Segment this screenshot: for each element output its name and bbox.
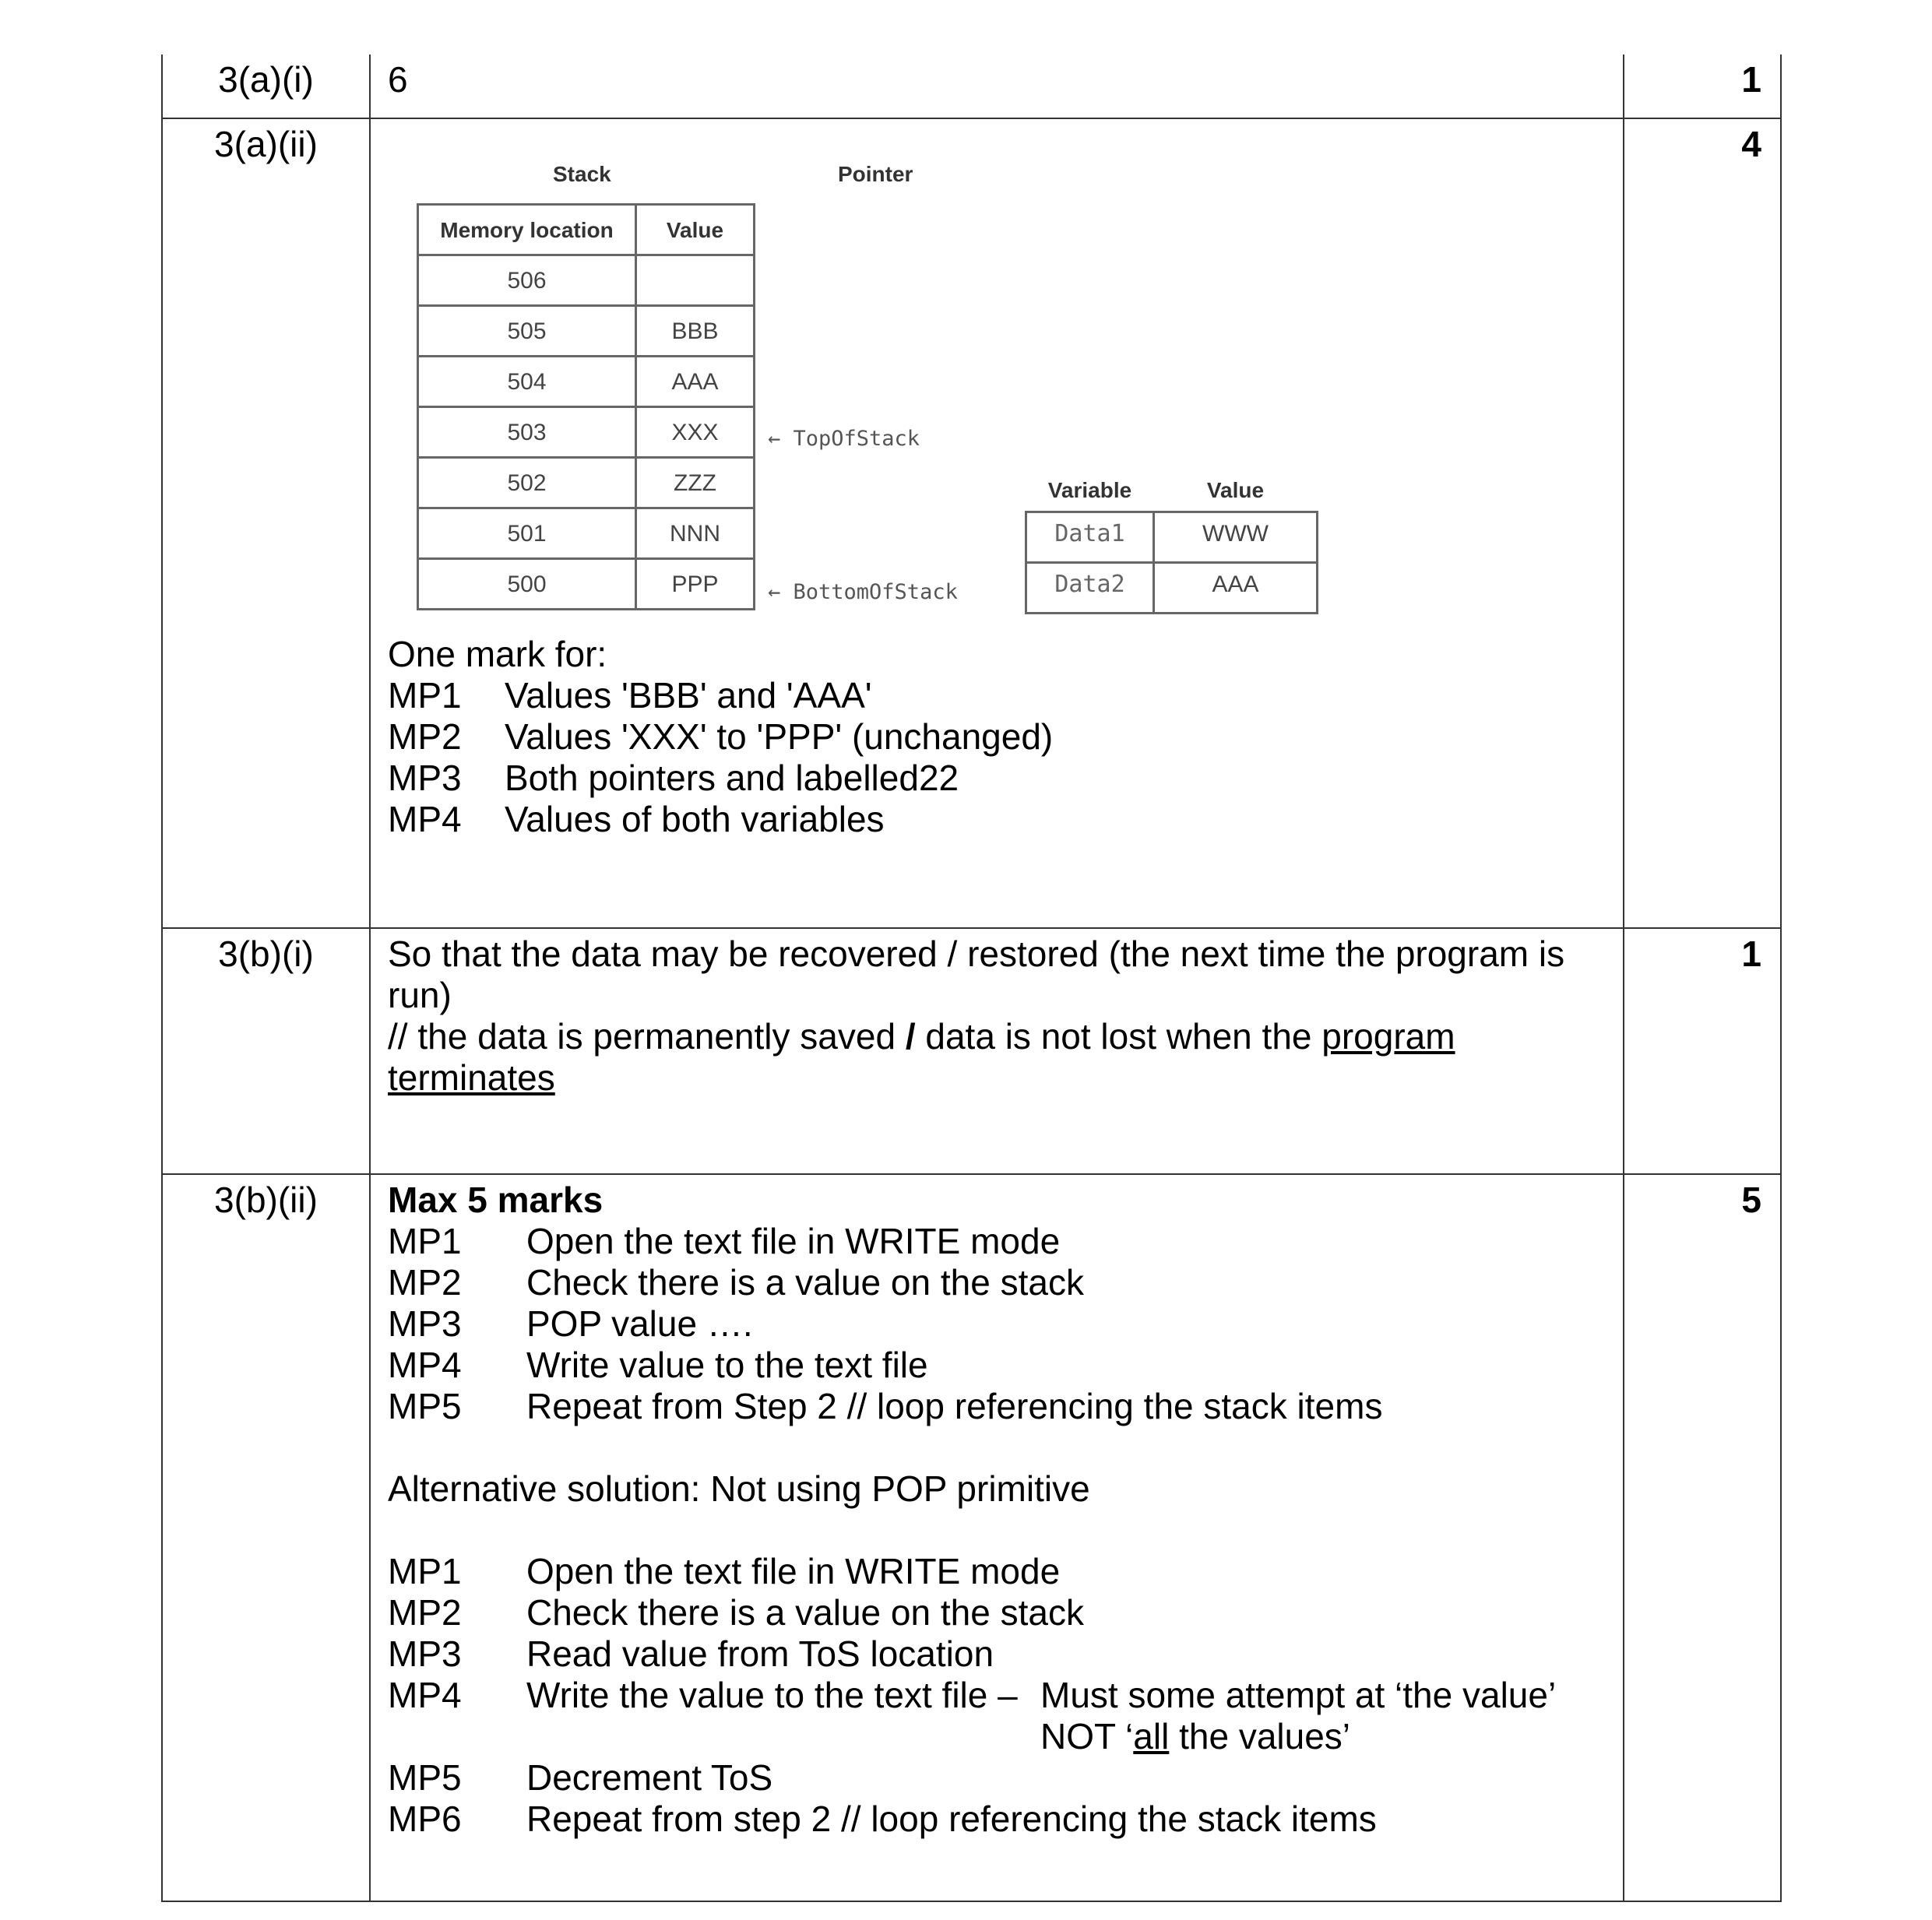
variable-header-value: Value [1206,478,1265,502]
mark-point-key: MP2 [388,1592,462,1633]
stack-row [418,255,755,306]
mark-point-key: MP5 [388,1757,462,1798]
mark-point-text: Open the text file in WRITE mode [526,1551,1061,1591]
mark-scheme-table [161,55,1782,1902]
answer-cell [370,55,1624,118]
mark-point-text: Values 'XXX' to 'PPP' (unchanged) [505,716,1054,757]
mark-point-key: MP2 [388,1262,462,1303]
mark-point [388,1592,1607,1633]
mark-point [388,1551,1607,1592]
bottom-of-stack-pointer: ← BottomOfStack [768,580,958,604]
mark-intro: One mark for: [388,634,607,674]
variable-table [1025,469,1318,614]
mark-point-text: Values 'BBB' and 'AAA' [505,675,872,716]
question-number: 3(b)(ii) [162,1174,370,1901]
marks-value: 1 [1624,55,1781,118]
mark-point-text: Check there is a value on the stack [526,1592,1084,1633]
mark-point-key: MP3 [388,1303,462,1344]
answer-cell [370,1174,1624,1901]
mark-point [388,1262,1607,1303]
answer-cell [370,928,1624,1174]
mark-point [388,1675,1607,1757]
stack-value: BBB [636,306,755,357]
mark-point [388,758,1607,799]
mark-point-text: Read value from ToS location [526,1633,994,1674]
stack-value: NNN [636,508,755,559]
mark-point-key: MP4 [388,1345,462,1385]
answer-cell [370,118,1624,928]
stack-row [418,559,755,610]
mark-point [388,1345,1607,1386]
stack-value: XXX [636,407,755,458]
variable-value: WWW [1154,512,1318,563]
stack-row [418,306,755,357]
answer-line: run) [388,975,452,1015]
stack-header-location: Memory location [418,205,636,255]
mark-point-key: MP1 [388,1551,462,1591]
stack-heading: Stack [553,162,611,186]
stack-row [418,508,755,559]
stack-diagram [388,124,1607,634]
stack-value: ZZZ [636,458,755,508]
mark-point-text: Write value to the text file [526,1345,928,1385]
row-3a-i [162,55,1781,118]
memory-location: 506 [418,255,636,306]
mark-point-key: MP3 [388,1633,462,1674]
mark-point-key: MP4 [388,799,462,839]
top-of-stack-pointer: ← TopOfStack [768,427,920,451]
guidance-line: Must some attempt at ‘the value’ [1040,1675,1557,1715]
mark-point-key: MP6 [388,1799,462,1839]
mark-point-key: MP3 [388,758,462,798]
mark-point-text: Values of both variables [505,799,885,839]
mark-point-text: Open the text file in WRITE mode [526,1221,1061,1261]
answer-text: 6 [388,59,408,100]
answer-text: data is not lost when the [915,1016,1322,1057]
mark-point-key: MP5 [388,1386,462,1426]
memory-location: 505 [418,306,636,357]
question-number: 3(b)(i) [162,928,370,1174]
answer-line [388,1016,1607,1057]
mark-point-text: Write the value to the text file – [526,1675,1018,1715]
marks-value: 5 [1624,1174,1781,1901]
mark-point-key: MP4 [388,1675,462,1715]
mark-point-key: MP1 [388,1221,462,1261]
stack-value: PPP [636,559,755,610]
variable-row [1026,512,1318,563]
slash-separator: / [905,1016,916,1057]
mark-point [388,1633,1607,1675]
stack-row [418,357,755,407]
memory-location: 500 [418,559,636,610]
memory-location: 503 [418,407,636,458]
guidance-text: NOT ‘ [1040,1716,1134,1756]
pointer-heading: Pointer [838,162,913,186]
guidance-text: the values’ [1169,1716,1351,1756]
stack-header-value: Value [636,205,755,255]
stack-value: AAA [636,357,755,407]
guidance-note [1040,1675,1556,1757]
mark-point-text: Decrement ToS [526,1757,773,1798]
stack-row [418,407,755,458]
mark-point-text: Repeat from step 2 // loop referencing the stack items [526,1799,1377,1839]
memory-location: 502 [418,458,636,508]
question-number: 3(a)(i) [162,55,370,118]
mark-point [388,675,1607,716]
memory-location: 504 [418,357,636,407]
mark-point-text: Check there is a value on the stack [526,1262,1084,1303]
stack-table [417,203,755,610]
variable-header-name: Variable [1047,478,1132,502]
guidance-line [1040,1716,1556,1757]
mark-point [388,1799,1607,1840]
mark-point-key: MP2 [388,716,462,757]
variable-row [1026,563,1318,614]
marks-value: 1 [1624,928,1781,1174]
answer-line [388,1057,1607,1099]
mark-point [388,1221,1607,1262]
underlined-term: terminates [388,1057,555,1098]
mark-point [388,799,1607,840]
mark-point [388,1386,1607,1427]
answer-line: So that the data may be recovered / restored (the next time the program is [388,934,1565,974]
mark-point [388,716,1607,758]
memory-location: 501 [418,508,636,559]
variable-name: Data2 [1026,563,1154,614]
mark-point [388,1303,1607,1345]
max-marks-heading: Max 5 marks [388,1180,604,1220]
mark-point-text: Repeat from Step 2 // loop referencing the stack items [526,1386,1383,1426]
underlined-term: all [1133,1716,1170,1756]
mark-point [388,1757,1607,1799]
mark-point-text: Both pointers and labelled22 [505,758,959,798]
alternative-heading: Alternative solution: Not using POP primitive [388,1468,1090,1509]
mark-point-key: MP1 [388,675,462,716]
mark-point-text: POP value …. [526,1303,753,1344]
stack-row [418,458,755,508]
variable-name: Data1 [1026,512,1154,563]
stack-value [636,255,755,306]
question-number: 3(a)(ii) [162,118,370,928]
answer-text: // the data is permanently saved [388,1016,906,1057]
underlined-term: program [1321,1016,1455,1057]
marks-value: 4 [1624,118,1781,928]
row-3b-i [162,928,1781,1174]
row-3b-ii [162,1174,1781,1901]
row-3a-ii [162,118,1781,928]
variable-value: AAA [1154,563,1318,614]
